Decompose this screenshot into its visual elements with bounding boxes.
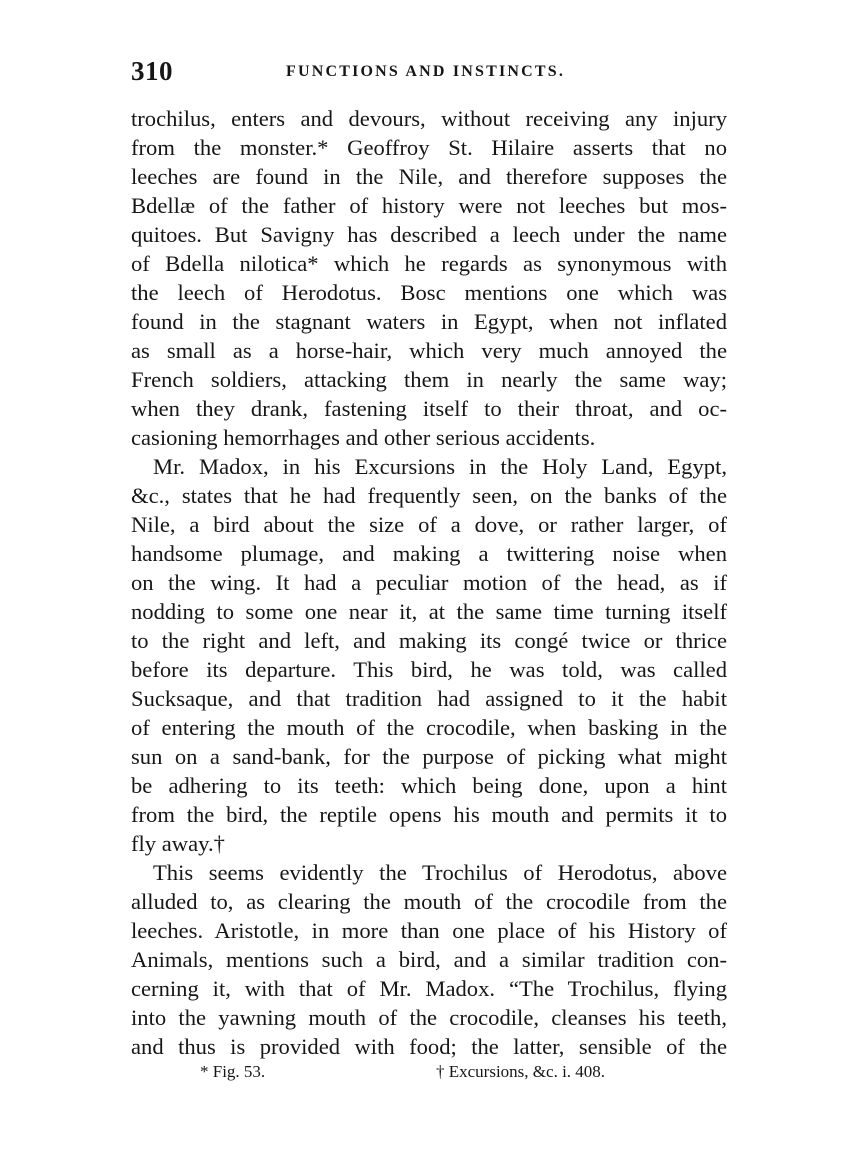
text-line: Nile, a bird about the size of a dove, or rather larger, of — [131, 512, 727, 537]
text-line: on the wing. It had a peculiar motion of the head, as if — [131, 570, 727, 595]
text-line: Animals, mentions such a bird, and a similar tradition con- — [131, 947, 727, 972]
text-line: handsome plumage, and making a twittering noise when — [131, 541, 727, 566]
text-line: nodding to some one near it, at the same time turning itself — [131, 599, 727, 624]
text-line: before its departure. This bird, he was told, was called — [131, 657, 727, 682]
text-line: trochilus, enters and devours, without receiving any injury — [131, 106, 727, 131]
paragraph-1 — [131, 104, 727, 452]
page-number: 310 — [131, 56, 173, 86]
text-line: of entering the mouth of the crocodile, when basking in the — [131, 715, 727, 740]
text-line: sun on a sand-bank, for the purpose of picking what might — [131, 744, 727, 769]
text-line: of Bdella nilotica* which he regards as synonymous with — [131, 251, 727, 276]
footnote-excursions: † Excursions, &c. i. 408. — [436, 1062, 606, 1081]
paragraph-3 — [131, 858, 727, 1061]
text-line: as small as a horse-hair, which very much annoyed the — [131, 338, 727, 363]
text-line: and thus is provided with food; the latter, sensible of the — [131, 1034, 727, 1059]
footnotes — [200, 1059, 680, 1085]
text-line: quitoes. But Savigny has described a leech under the name — [131, 222, 727, 247]
text-line: French soldiers, attacking them in nearly the same way; — [131, 367, 727, 392]
paragraph-2 — [131, 452, 727, 858]
text-line: be adhering to its teeth: which being done, upon a hint — [131, 773, 727, 798]
text-line: fly away.† — [131, 831, 225, 856]
text-line: Bdellæ of the father of history were not leeches but mos- — [131, 193, 727, 218]
running-title: FUNCTIONS AND INSTINCTS. — [286, 63, 566, 80]
text-line: into the yawning mouth of the crocodile, cleanses his teeth, — [131, 1005, 727, 1030]
text-line: to the right and left, and making its congé twice or thrice — [131, 628, 727, 653]
footnote-fig-53: * Fig. 53. — [200, 1062, 266, 1081]
text-line: Sucksaque, and that tradition had assigned to it the habit — [131, 686, 727, 711]
text-line: when they drank, fastening itself to their throat, and oc- — [131, 396, 727, 421]
text-line: from the bird, the reptile opens his mouth and permits it to — [131, 802, 727, 827]
text-line: alluded to, as clearing the mouth of the crocodile from the — [131, 889, 727, 914]
text-line: from the monster.* Geoffroy St. Hilaire asserts that no — [131, 135, 727, 160]
text-line: leeches are found in the Nile, and therefore supposes the — [131, 164, 727, 189]
text-line: cerning it, with that of Mr. Madox. “The Trochilus, flying — [131, 976, 727, 1001]
running-head — [131, 56, 726, 90]
text-line: leeches. Aristotle, in more than one place of his History of — [131, 918, 727, 943]
body-text — [131, 104, 727, 1061]
text-line: found in the stagnant waters in Egypt, when not inflated — [131, 309, 727, 334]
text-line: casioning hemorrhages and other serious accidents. — [131, 425, 596, 450]
text-line: &c., states that he had frequently seen, on the banks of the — [131, 483, 727, 508]
text-line: the leech of Herodotus. Bosc mentions one which was — [131, 280, 727, 305]
text-line: This seems evidently the Trochilus of Herodotus, above — [153, 860, 727, 885]
text-line: Mr. Madox, in his Excursions in the Holy Land, Egypt, — [153, 454, 727, 479]
